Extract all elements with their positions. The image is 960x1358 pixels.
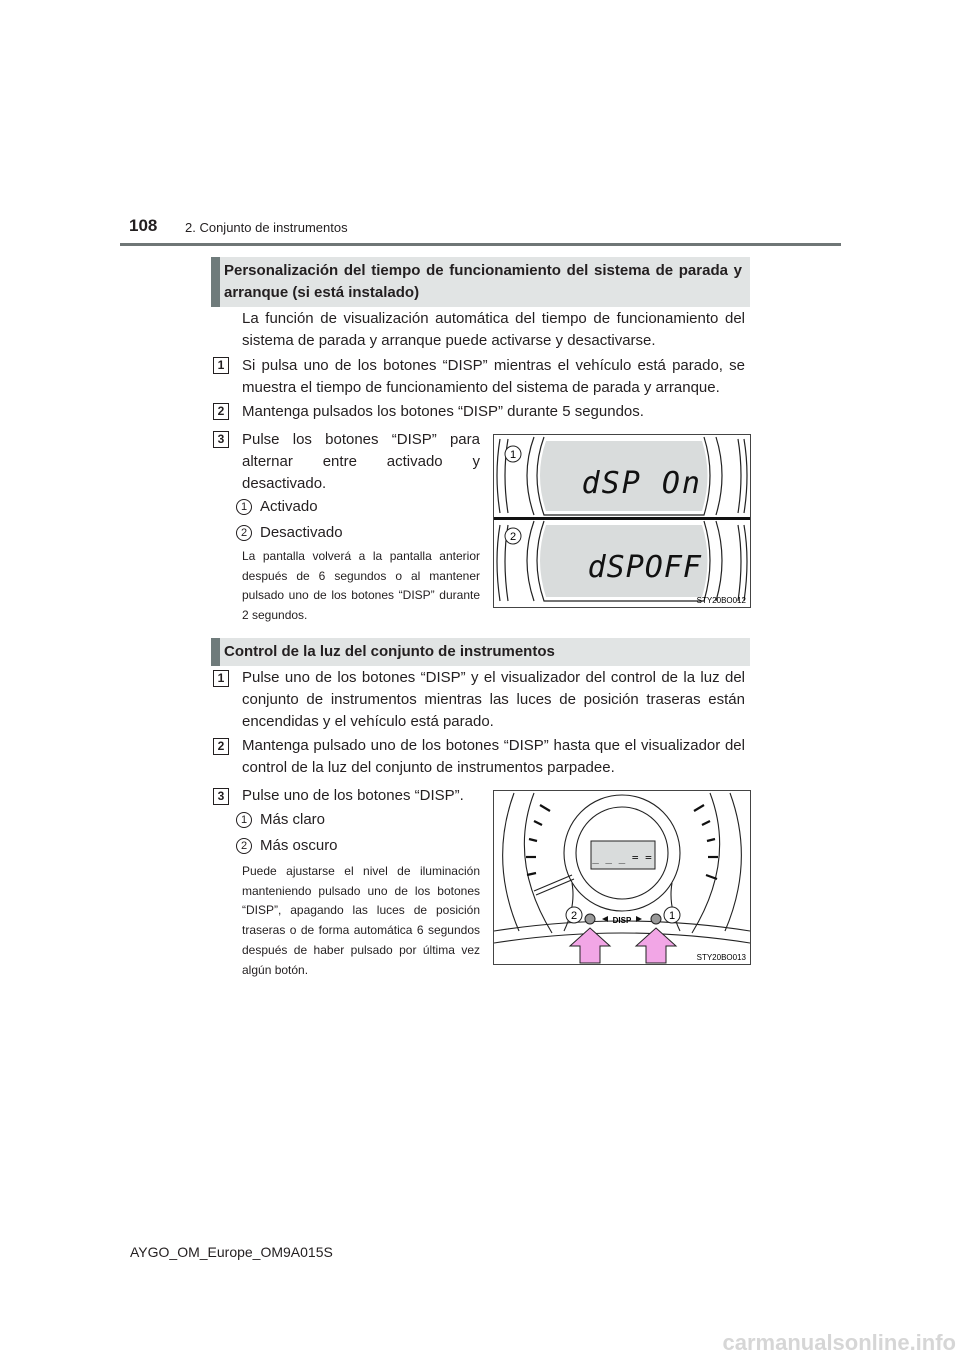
document-id: AYGO_OM_Europe_OM9A015S (130, 1244, 333, 1260)
disp-button-label: DISP (612, 916, 632, 925)
callout-label: Desactivado (260, 524, 343, 541)
step-badge: 2 (213, 403, 229, 420)
step-badge: 2 (213, 738, 229, 755)
callout-number: 1 (236, 499, 252, 515)
watermark: carmanualsonline.info (722, 1330, 956, 1355)
step-badge: 3 (213, 431, 229, 448)
page-number: 108 (129, 216, 158, 235)
note-text: Puede ajustarse el nivel de iluminación manteniendo pulsado uno de los botones “DISP”, apagando las luces de posición traseras o de forma automática 6 segundos después de haber pulsado por última vez algún botón. (242, 864, 480, 977)
callout-number: 2 (236, 838, 252, 854)
step-text: Mantenga pulsados los botones “DISP” durante 5 segundos. (242, 403, 644, 420)
step-text: Pulse uno de los botones “DISP”. (242, 787, 464, 804)
svg-text:_ _ _ = =: _ _ _ = = (592, 851, 652, 864)
lcd-text-off: dSPOFF (587, 550, 702, 585)
callout-number: 2 (236, 525, 252, 541)
chapter-title: 2. Conjunto de instrumentos (185, 220, 348, 235)
callout-label: Más oscuro (260, 837, 338, 854)
step-badge: 3 (213, 788, 229, 805)
step-badge: 1 (213, 357, 229, 374)
intro-paragraph: La función de visualización automática del tiempo de funcionamiento del sistema de parada y arranque puede activarse y desactivarse. (242, 310, 745, 349)
callout-number: 1 (236, 812, 252, 828)
figure-disp-buttons (493, 790, 751, 965)
header-divider (120, 243, 841, 246)
figure-code: STY20BO012 (696, 596, 746, 605)
figure-code: STY20BO013 (696, 953, 746, 962)
note-text: La pantalla volverá a la pantalla anterior después de 6 segundos o al mantener pulsado uno de los botones “DISP” durante 2 segundos. (242, 549, 480, 623)
section-heading-stop-start: Personalización del tiempo de funcionamiento del sistema de parada y arranque (si está instalado) (211, 257, 750, 307)
figure-callout: 2 (509, 531, 517, 543)
figure-callout: 2 (570, 910, 578, 922)
step-badge: 1 (213, 670, 229, 687)
step-text: Pulse los botones “DISP” para alternar entre activado y desactivado. (242, 431, 480, 492)
figure-disp-display (493, 434, 751, 608)
cluster-illustration (494, 791, 750, 964)
figure-callout: 1 (509, 449, 517, 461)
callout-label: Más claro (260, 811, 326, 828)
section-heading-light-control: Control de la luz del conjunto de instrumentos (211, 638, 750, 666)
step-text: Pulse uno de los botones “DISP” y el visualizador del control de la luz del conjunto de instrumentos mientras las luces de posición traseras están encendidas y el vehículo está parado. (242, 669, 745, 730)
figure-callout: 1 (668, 910, 676, 922)
step-text: Mantenga pulsado uno de los botones “DISP” hasta que el visualizador del control de la luz del conjunto de instrumentos parpadee. (242, 737, 745, 776)
step-text: Si pulsa uno de los botones “DISP” mientras el vehículo está parado, se muestra el tiempo de funcionamiento del sistema de parada y arranque. (242, 357, 745, 396)
callout-label: Activado (260, 498, 318, 515)
lcd-illustration (494, 435, 750, 607)
lcd-text-on: dSP On (581, 466, 702, 501)
